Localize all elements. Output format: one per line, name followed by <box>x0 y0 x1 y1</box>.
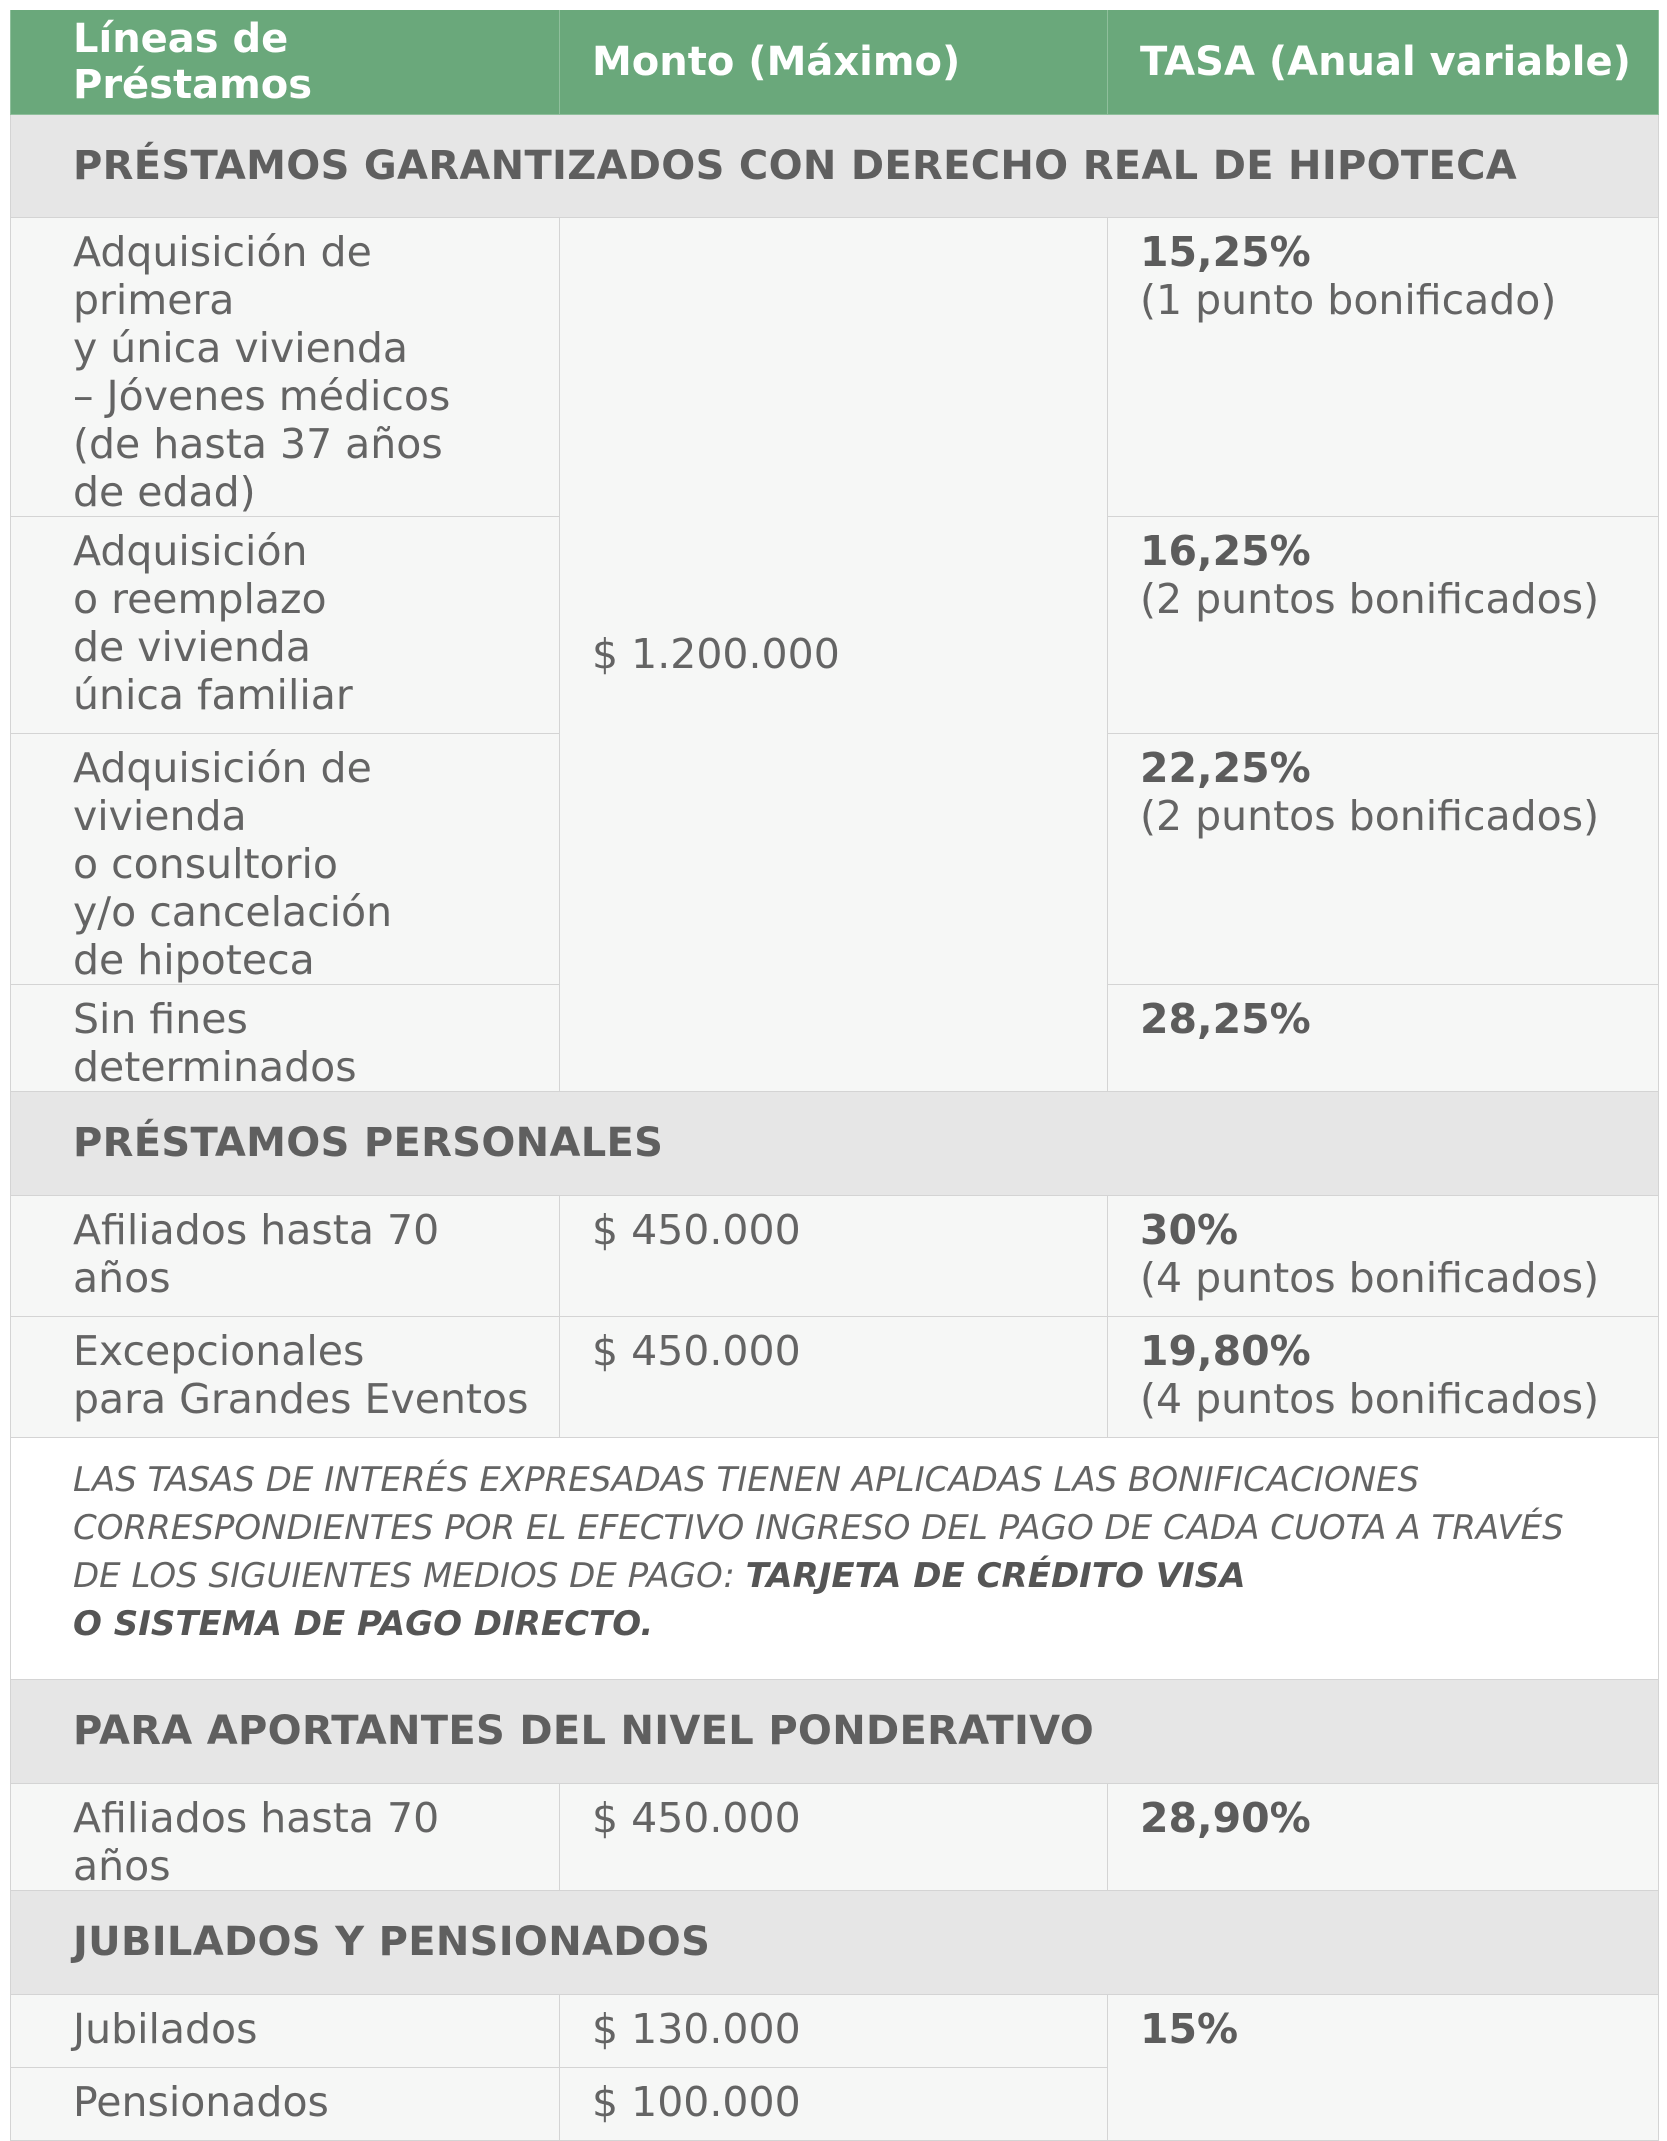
rate-cell <box>1108 984 1659 1091</box>
section-title-ponderativo: PARA APORTANTES DEL NIVEL PONDERATIVO <box>11 1679 1659 1783</box>
amount-value: $ 130.000 <box>592 2004 801 2053</box>
amount-value: $ 450.000 <box>592 1793 801 1842</box>
loan-line-cell <box>11 733 560 984</box>
rate-bonus-note: (1 punto bonificado) <box>1140 275 1557 324</box>
rate-bonus-note: (2 puntos bonificados) <box>1140 791 1600 840</box>
section-title-personales: PRÉSTAMOS PERSONALES <box>11 1091 1659 1195</box>
rate-value: 15,25% <box>1140 227 1311 276</box>
amount-value: $ 450.000 <box>592 1205 801 1254</box>
loan-line-cell <box>11 984 560 1091</box>
header-row <box>11 10 1659 114</box>
section-title-jubilados: JUBILADOS Y PENSIONADOS <box>11 1890 1659 1994</box>
loan-line-text: o reemplazo <box>73 574 327 623</box>
amount-cell <box>560 1994 1108 2067</box>
loan-rates-table-container <box>10 10 1658 2141</box>
rate-cell <box>1108 1316 1659 1437</box>
loan-line-text: Sin fines determinados <box>73 994 357 1091</box>
note-line: CORRESPONDIENTES POR EL EFECTIVO INGRESO DEL PAGO DE CADA CUOTA A TRAVÉS <box>73 1507 1564 1548</box>
note-direct-payment-emphasis: O SISTEMA DE PAGO DIRECTO. <box>73 1603 654 1644</box>
loan-line-text: de hipoteca <box>73 935 315 984</box>
note-line-plain: DE LOS SIGUIENTES MEDIOS DE PAGO: <box>73 1555 746 1596</box>
interest-note-row <box>11 1437 1659 1679</box>
rate-value: 28,90% <box>1140 1793 1311 1842</box>
rate-cell <box>1108 516 1659 733</box>
table-row <box>11 1195 1659 1316</box>
amount-cell <box>560 1783 1108 1890</box>
loan-line-text: Afiliados hasta 70 años <box>73 1793 440 1890</box>
rate-cell <box>1108 217 1659 516</box>
amount-value: $ 1.200.000 <box>592 630 840 678</box>
rate-bonus-note: (2 puntos bonificados) <box>1140 574 1600 623</box>
loan-line-text: Jubilados <box>73 2004 258 2053</box>
loan-line-text: Adquisición <box>73 526 308 575</box>
table-row <box>11 217 1659 516</box>
loan-line-cell <box>11 1316 560 1437</box>
section-row-jubilados <box>11 1890 1659 1994</box>
amount-value: $ 100.000 <box>592 2077 801 2126</box>
amount-cell <box>560 2067 1108 2140</box>
loan-line-text: (de hasta 37 años <box>73 419 443 468</box>
note-visa-emphasis: TARJETA DE CRÉDITO VISA <box>745 1555 1246 1596</box>
loan-line-text: Adquisición de vivienda <box>73 743 372 840</box>
loan-line-text: de edad) <box>73 467 256 516</box>
amount-cell <box>560 1195 1108 1316</box>
loan-line-text: Afiliados hasta 70 años <box>73 1205 440 1302</box>
loan-line-text: Pensionados <box>73 2077 329 2126</box>
loan-line-cell <box>11 217 560 516</box>
header-loan-lines: Líneas de Préstamos <box>11 10 560 114</box>
header-max-amount: Monto (Máximo) <box>560 10 1108 114</box>
rate-value: 15% <box>1140 2004 1239 2053</box>
note-line: LAS TASAS DE INTERÉS EXPRESADAS TIENEN APLICADAS LAS BONIFICACIONES <box>73 1459 1420 1500</box>
rate-value: 19,80% <box>1140 1326 1311 1375</box>
rate-cell <box>1108 733 1659 984</box>
loan-line-cell <box>11 516 560 733</box>
loan-line-cell <box>11 2067 560 2140</box>
section-title-hipoteca: PRÉSTAMOS GARANTIZADOS CON DERECHO REAL DE HIPOTECA <box>11 114 1659 217</box>
table-row <box>11 1783 1659 1890</box>
section-row-hipoteca <box>11 114 1659 217</box>
interest-note <box>11 1437 1659 1679</box>
loan-line-text: de vivienda <box>73 622 311 671</box>
loan-rates-table <box>10 10 1659 2141</box>
rate-value: 16,25% <box>1140 526 1311 575</box>
loan-line-cell <box>11 1783 560 1890</box>
loan-line-text: o consultorio <box>73 839 338 888</box>
loan-line-text: y/o cancelación <box>73 887 393 936</box>
section-row-ponderativo <box>11 1679 1659 1783</box>
loan-line-cell <box>11 1994 560 2067</box>
loan-line-cell <box>11 1195 560 1316</box>
loan-line-text: – Jóvenes médicos <box>73 371 451 420</box>
rate-value: 30% <box>1140 1205 1239 1254</box>
hipoteca-amount-cell <box>560 217 1108 1091</box>
note-line <box>73 1552 1638 1600</box>
rate-value: 22,25% <box>1140 743 1311 792</box>
table-row <box>11 1316 1659 1437</box>
rate-cell <box>1108 1783 1659 1890</box>
loan-line-text: para Grandes Eventos <box>73 1374 529 1423</box>
amount-cell <box>560 1316 1108 1437</box>
rate-cell <box>1108 1195 1659 1316</box>
rate-cell <box>1108 1994 1659 2140</box>
table-row <box>11 1994 1659 2067</box>
rate-bonus-note: (4 puntos bonificados) <box>1140 1253 1600 1302</box>
rate-value: 28,25% <box>1140 994 1311 1043</box>
note-line <box>73 1600 1638 1648</box>
loan-line-text: Adquisición de primera <box>73 227 372 324</box>
section-row-personales <box>11 1091 1659 1195</box>
rate-bonus-note: (4 puntos bonificados) <box>1140 1374 1600 1423</box>
header-annual-rate: TASA (Anual variable) <box>1108 10 1659 114</box>
loan-line-text: y única vivienda <box>73 323 409 372</box>
loan-line-text: Excepcionales <box>73 1326 365 1375</box>
loan-line-text: única familiar <box>73 670 353 719</box>
amount-value: $ 450.000 <box>592 1326 801 1375</box>
